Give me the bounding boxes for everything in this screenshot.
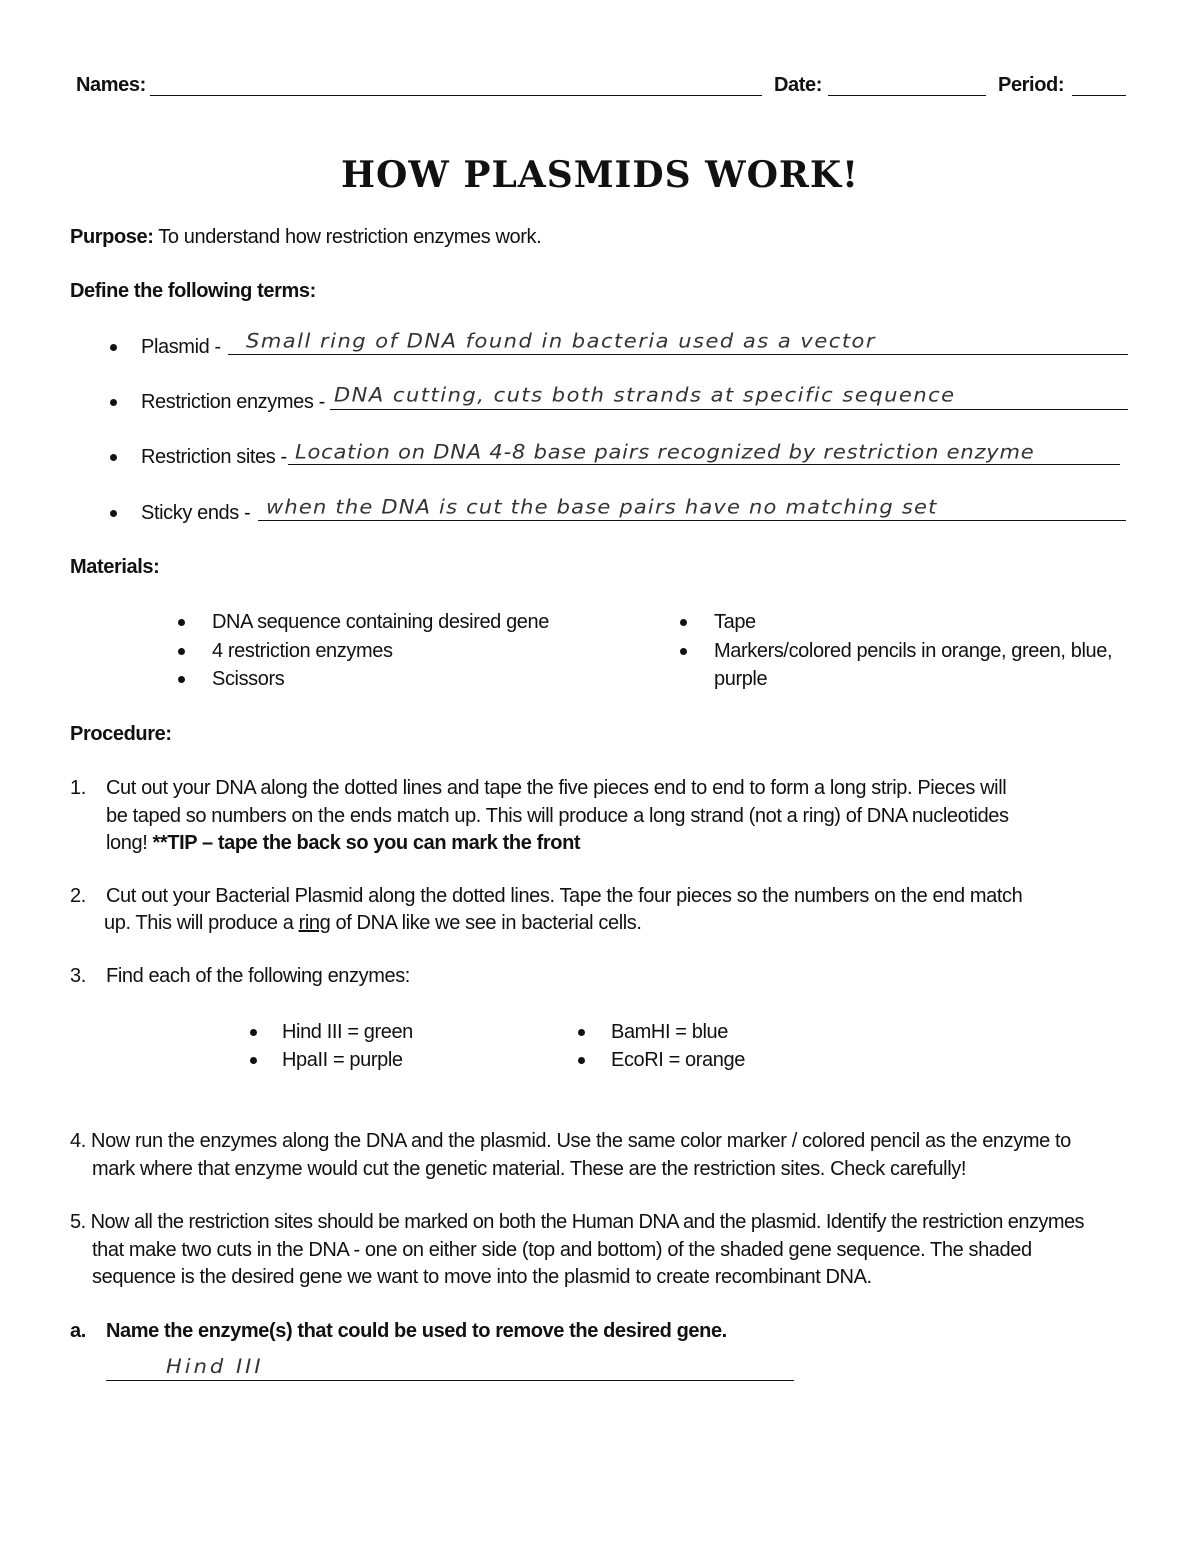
enzyme-item: BamHI = blue bbox=[611, 1021, 728, 1043]
step2-text: of DNA like we see in bacterial cells. bbox=[330, 912, 642, 934]
question-a-answer: Hind III bbox=[166, 1355, 264, 1378]
term-label-restriction-enzymes: Restriction enzymes - bbox=[141, 391, 325, 413]
bullet-dot bbox=[680, 619, 687, 626]
step1-line: Cut out your DNA along the dotted lines and tape the five pieces end to end to form a long strip. Pieces will bbox=[106, 777, 1007, 799]
term-label-restriction-sites: Restriction sites - bbox=[141, 446, 287, 468]
materials-item: DNA sequence containing desired gene bbox=[212, 611, 549, 633]
term-label-plasmid: Plasmid - bbox=[141, 336, 221, 358]
materials-item: Tape bbox=[714, 611, 756, 633]
materials-heading: Materials: bbox=[70, 556, 160, 578]
materials-item-continuation: purple bbox=[714, 668, 768, 690]
answer-sticky-ends: when the DNA is cut the base pairs have no matching set bbox=[266, 495, 938, 518]
step-number: 2. bbox=[70, 885, 86, 907]
step2-text: up. This will produce a bbox=[104, 912, 299, 934]
step2-line: Cut out your Bacterial Plasmid along the dotted lines. Tape the four pieces so the numbers on the end match bbox=[106, 885, 1023, 907]
bullet-dot bbox=[178, 676, 185, 683]
answer-line-sticky-ends[interactable] bbox=[258, 520, 1126, 521]
step-number: 1. bbox=[70, 777, 86, 799]
step1-line bbox=[106, 832, 580, 855]
step5-line: sequence is the desired gene we want to move into the plasmid to create recombinant DNA. bbox=[92, 1266, 872, 1288]
step5-line: that make two cuts in the DNA - one on either side (top and bottom) of the shaded gene sequence. The shaded bbox=[92, 1239, 1032, 1261]
step1-line: be taped so numbers on the ends match up. This will produce a long strand (not a ring) of DNA nucleotides bbox=[106, 805, 1009, 827]
bullet-dot bbox=[250, 1029, 257, 1036]
date-label: Date: bbox=[774, 74, 823, 96]
bullet-dot bbox=[578, 1057, 585, 1064]
enzyme-item: HpaII = purple bbox=[282, 1049, 403, 1071]
question-a-label: a. bbox=[70, 1320, 86, 1342]
names-field[interactable] bbox=[150, 95, 762, 96]
enzyme-item: EcoRI = orange bbox=[611, 1049, 745, 1071]
bullet-dot bbox=[110, 510, 117, 517]
step4-line: mark where that enzyme would cut the genetic material. These are the restriction sites. Check carefully! bbox=[92, 1158, 966, 1180]
purpose-text: To understand how restriction enzymes work. bbox=[158, 226, 542, 248]
bullet-dot bbox=[110, 344, 117, 351]
answer-line-restriction-sites[interactable] bbox=[288, 464, 1120, 465]
answer-plasmid: Small ring of DNA found in bacteria used as a vector bbox=[246, 329, 877, 352]
answer-restriction-sites: Location on DNA 4-8 base pairs recognized by restriction enzyme bbox=[295, 440, 1035, 463]
step5-line: 5. Now all the restriction sites should be marked on both the Human DNA and the plasmid. Identify the restriction enzymes bbox=[70, 1211, 1084, 1233]
answer-line-plasmid[interactable] bbox=[228, 354, 1128, 355]
answer-restriction-enzymes: DNA cutting, cuts both strands at specific sequence bbox=[334, 383, 956, 406]
page-title: HOW PLASMIDS WORK! bbox=[341, 154, 859, 196]
bullet-dot bbox=[178, 648, 185, 655]
step1-text: long! bbox=[106, 832, 153, 854]
bullet-dot bbox=[178, 619, 185, 626]
bullet-dot bbox=[110, 399, 117, 406]
step4-line: 4. Now run the enzymes along the DNA and the plasmid. Use the same color marker / colored pencil as the enzyme to bbox=[70, 1130, 1071, 1152]
bullet-dot bbox=[250, 1057, 257, 1064]
materials-item: Scissors bbox=[212, 668, 285, 690]
purpose-label: Purpose: bbox=[70, 226, 154, 248]
materials-item: 4 restriction enzymes bbox=[212, 640, 393, 662]
question-a-text: Name the enzyme(s) that could be used to remove the desired gene. bbox=[106, 1320, 727, 1342]
names-label: Names: bbox=[76, 74, 146, 96]
step2-ring: ring bbox=[298, 912, 331, 934]
answer-line-restriction-enzymes[interactable] bbox=[330, 409, 1128, 410]
term-label-sticky-ends: Sticky ends - bbox=[141, 502, 251, 524]
period-label: Period: bbox=[998, 74, 1065, 96]
question-a-answer-line[interactable] bbox=[106, 1380, 794, 1381]
purpose-line bbox=[70, 226, 541, 249]
date-field[interactable] bbox=[828, 95, 986, 96]
step-number: 3. bbox=[70, 965, 86, 987]
bullet-dot bbox=[110, 454, 117, 461]
bullet-dot bbox=[578, 1029, 585, 1036]
step2-line bbox=[104, 912, 642, 935]
enzyme-item: Hind III = green bbox=[282, 1021, 413, 1043]
step3-text: Find each of the following enzymes: bbox=[106, 965, 410, 987]
period-field[interactable] bbox=[1072, 95, 1126, 96]
materials-item: Markers/colored pencils in orange, green, blue, bbox=[714, 640, 1113, 662]
bullet-dot bbox=[680, 648, 687, 655]
define-heading: Define the following terms: bbox=[70, 280, 316, 302]
step1-tip: **TIP – tape the back so you can mark the front bbox=[152, 832, 581, 854]
procedure-heading: Procedure: bbox=[70, 723, 172, 745]
